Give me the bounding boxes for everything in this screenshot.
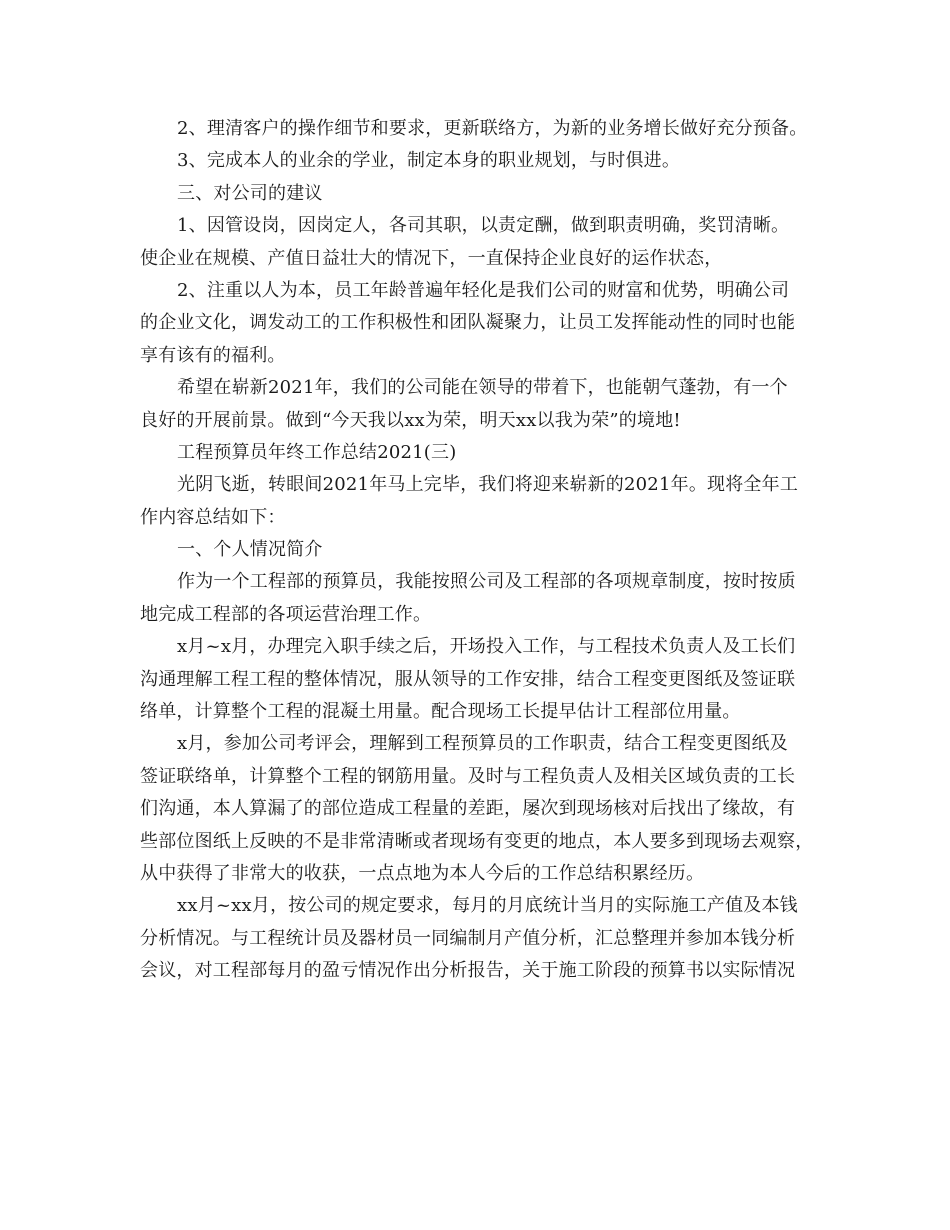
text-line: 一、个人情况简介 — [177, 539, 323, 561]
text-line: 2、理清客户的操作细节和要求，更新联络方，为新的业务增长做好充分预备。 — [177, 118, 808, 139]
text-line: 工程预算员年终工作总结2021(三) — [177, 441, 457, 463]
document-page — [140, 113, 830, 988]
text-line: xx月~xx月，按公司的规定要求，每月的月底统计当月的实际施工产值及本钱 — [177, 895, 798, 917]
text-line: 使企业在规模、产值日益壮大的情况下，一直保持企业良好的运作状态， — [140, 247, 723, 269]
text-line: 络单，计算整个工程的混凝土用量。配合现场工长提早估计工程部位用量。 — [140, 701, 741, 723]
text-line: 地完成工程部的各项运营治理工作。 — [140, 603, 432, 625]
text-line: 3、完成本人的业余的学业，制定本身的职业规划，与时俱进。 — [177, 150, 681, 172]
text-line: 光阴飞逝，转眼间2021年马上完毕，我们将迎来崭新的2021年。现将全年工 — [177, 474, 799, 496]
text-line: 们沟通，本人算漏了的部位造成工程量的差距，屡次到现场核对后找出了缘故，有 — [140, 798, 796, 820]
text-line: 2、注重以人为本，员工年龄普遍年轻化是我们公司的财富和优势，明确公司 — [177, 279, 790, 301]
text-line: 的企业文化，调发动工的工作积极性和团队凝聚力，让员工发挥能动性的同时也能 — [140, 312, 796, 334]
text-line: x月~x月，办理完入职手续之后，开场投入工作，与工程技术负责人及工长们 — [177, 636, 796, 658]
text-line: 作为一个工程部的预算员，我能按照公司及工程部的各项规章制度，按时按质 — [177, 571, 796, 593]
text-line: 会议，对工程部每月的盈亏情况作出分析报告，关于施工阶段的预算书以实际情况 — [140, 960, 796, 982]
text-line: 作内容总结如下： — [140, 506, 286, 528]
text-line: 沟通理解工程工程的整体情况，服从领导的工作安排，结合工程变更图纸及签证联 — [140, 668, 796, 690]
text-line: 三、对公司的建议 — [177, 182, 323, 204]
text-line: 1、因管设岗，因岗定人，各司其职，以责定酬，做到职责明确，奖罚清晰。 — [177, 215, 790, 237]
text-line: x月，参加公司考评会，理解到工程预算员的工作职责，结合工程变更图纸及 — [177, 733, 788, 755]
text-line: 希望在崭新2021年，我们的公司能在领导的带着下，也能朝气蓬勃，有一个 — [177, 377, 788, 399]
text-line: 享有该有的福利。 — [140, 344, 286, 366]
text-line: 从中获得了非常大的收获，一点点地为本人今后的工作总结积累经历。 — [140, 862, 705, 884]
text-line: 良好的开展前景。做到“今天我以xx为荣，明天xx以我为荣”的境地! — [140, 409, 681, 431]
text-line: 分析情况。与工程统计员及器材员一同编制月产值分析，汇总整理并参加本钱分析 — [140, 927, 796, 949]
text-line: 签证联络单，计算整个工程的钢筋用量。及时与工程负责人及相关区域负责的工长 — [140, 765, 796, 787]
text-line: 些部位图纸上反映的不是非常清晰或者现场有变更的地点，本人要多到现场去观察， — [140, 830, 814, 852]
